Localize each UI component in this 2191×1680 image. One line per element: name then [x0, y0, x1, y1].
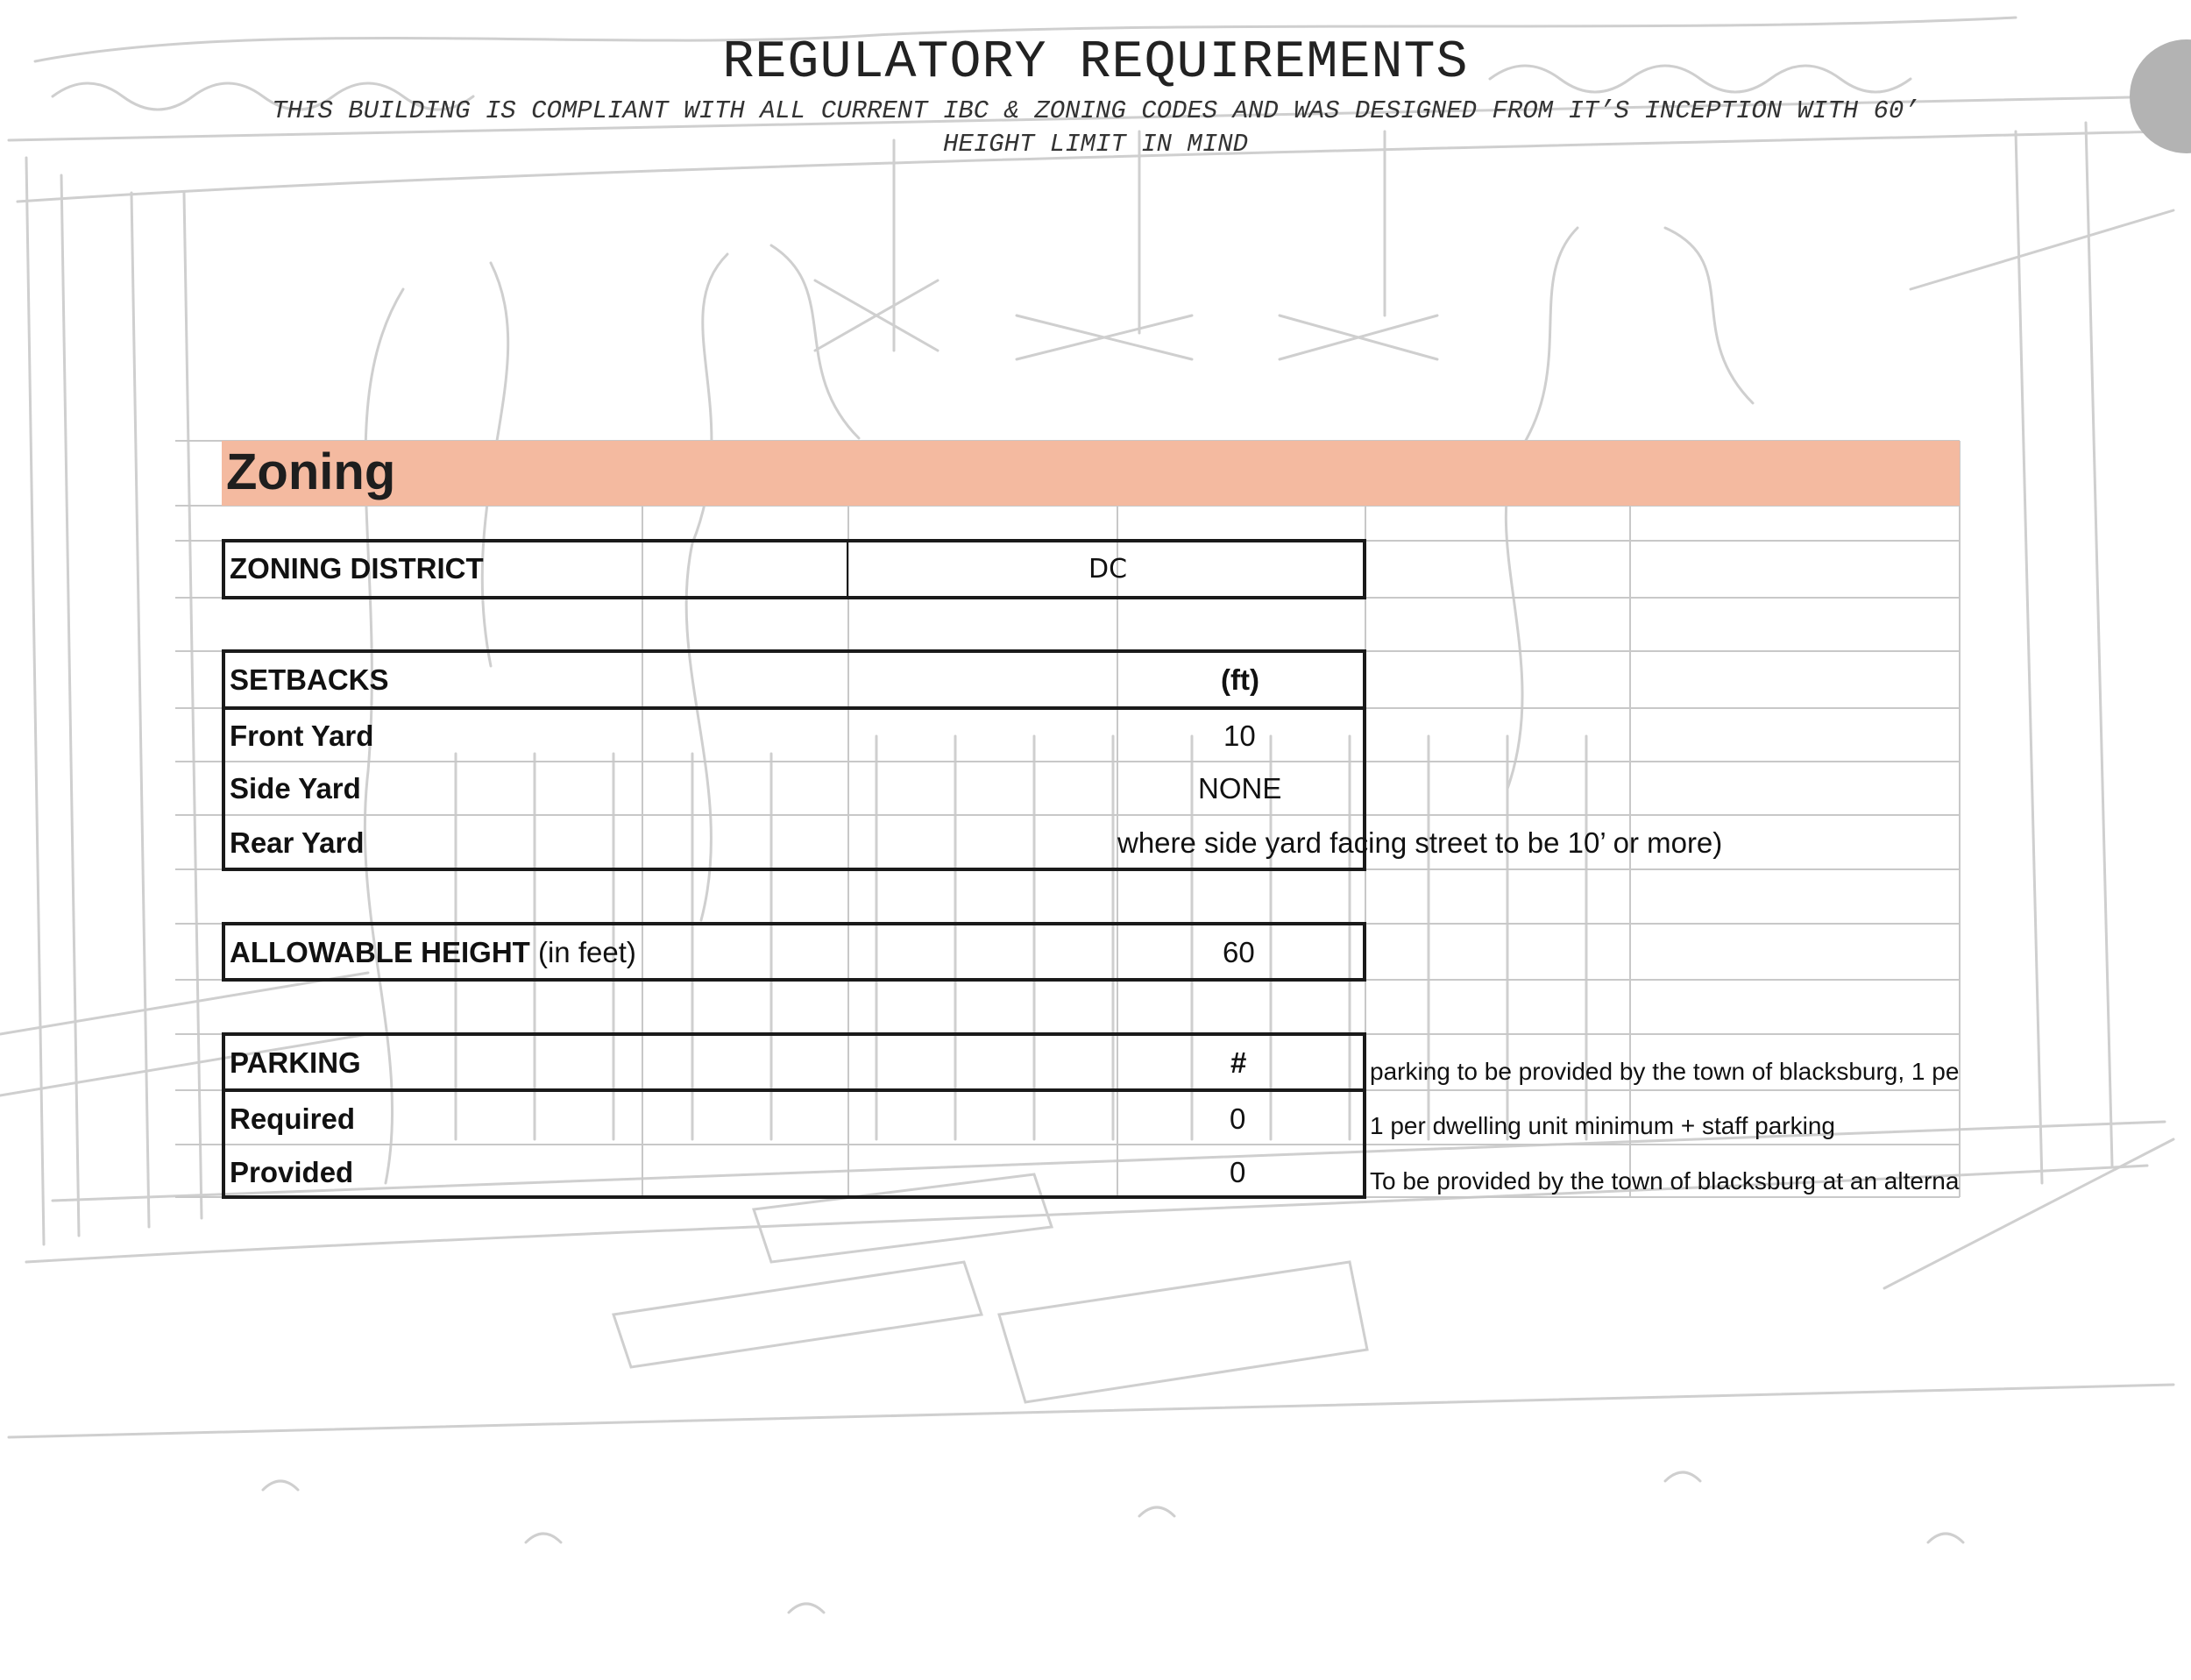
parking-header-note: parking to be provided by the town of blacksburg, 1 pe	[1370, 1058, 1960, 1085]
parking-provided-note: To be provided by the town of blacksburg at an alterna	[1370, 1167, 1960, 1194]
setbacks-header: SETBACKS	[230, 663, 389, 696]
parking-header-box	[222, 1032, 1366, 1092]
parking-header: PARKING	[230, 1046, 361, 1079]
height-value: 60	[1223, 936, 1255, 968]
rear-yard-value: where side yard facing street to be 10’ or more)	[1117, 826, 1723, 859]
subtitle-line-2: HEIGHT LIMIT IN MIND	[942, 130, 1249, 159]
parking-required-note: 1 per dwelling unit minimum + staff parking	[1370, 1112, 1835, 1139]
parking-required-value: 0	[1230, 1102, 1246, 1135]
side-yard-label: Side Yard	[230, 772, 361, 805]
height-label	[230, 936, 636, 969]
section-title: Zoning	[226, 443, 396, 500]
zoning-district-value: DC	[1088, 554, 1128, 585]
parking-provided-value: 0	[1230, 1156, 1246, 1188]
setbacks-unit: (ft)	[1221, 663, 1259, 696]
height-label-unit: (in feet)	[537, 936, 636, 968]
parking-unit: #	[1230, 1046, 1247, 1079]
parking-body-box	[222, 1088, 1366, 1199]
height-label-bold: ALLOWABLE HEIGHT	[230, 936, 530, 968]
setbacks-header-box	[222, 649, 1366, 710]
side-yard-value: NONE	[1198, 772, 1282, 805]
page-title: REGULATORY REQUIREMENTS	[722, 33, 1469, 93]
zoning-district-divider	[847, 539, 850, 599]
rear-yard-label: Rear Yard	[230, 826, 365, 859]
subtitle-line-1: THIS BUILDING IS COMPLIANT WITH ALL CURRENT IBC & ZONING CODES AND WAS DESIGNED FROM IT’S INCEPTION WITH 60’	[272, 96, 1919, 125]
zoning-district-label: ZONING DISTRICT	[230, 552, 484, 585]
parking-provided-label: Provided	[230, 1156, 354, 1188]
front-yard-label: Front Yard	[230, 719, 374, 752]
parking-required-label: Required	[230, 1102, 356, 1135]
zoning-header-band	[222, 441, 1960, 506]
front-yard-value: 10	[1223, 719, 1256, 752]
